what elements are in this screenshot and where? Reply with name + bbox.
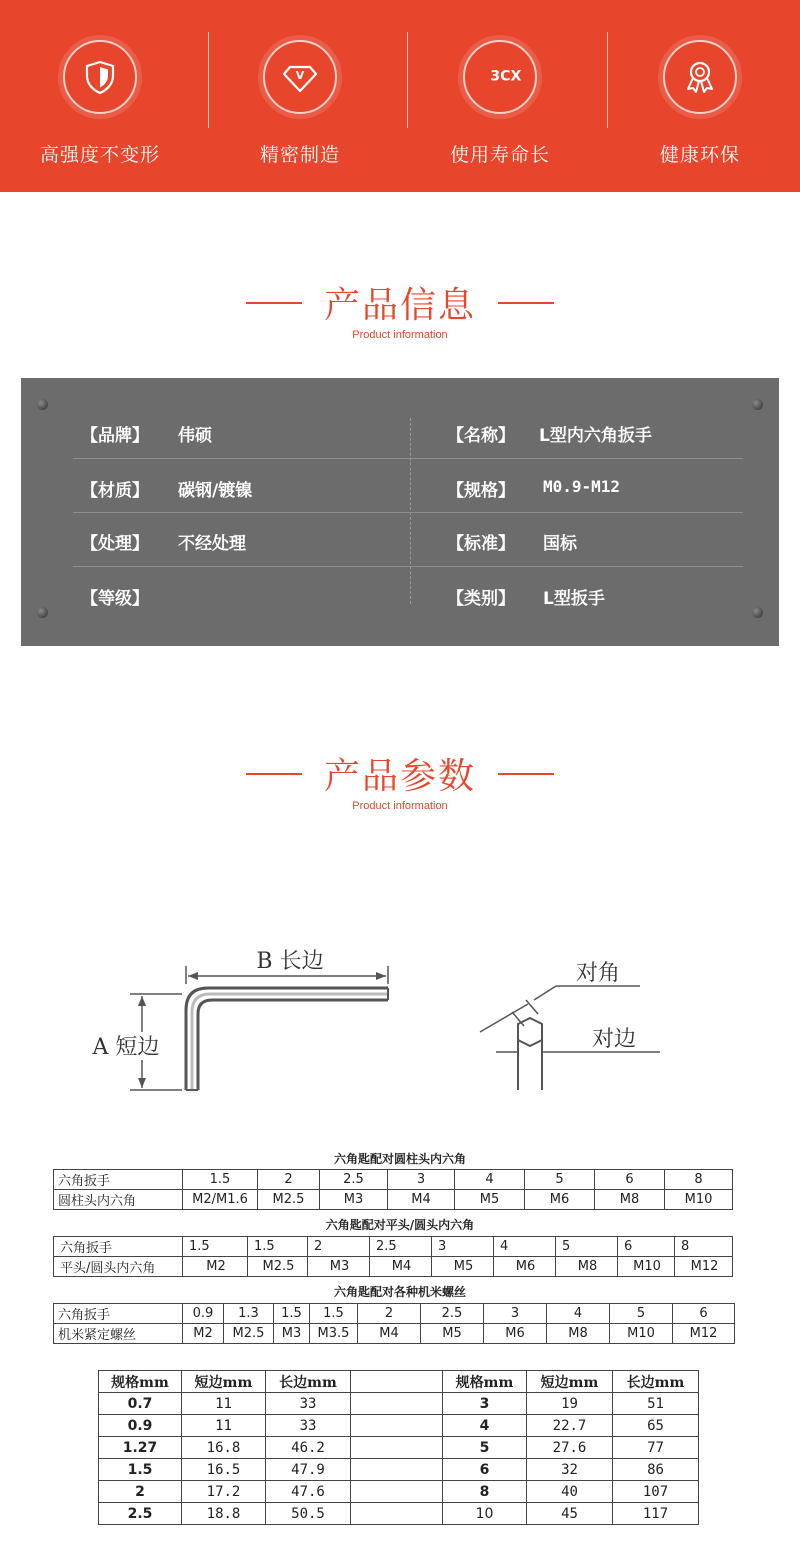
table-cell: M6 <box>494 1257 556 1277</box>
table-cell: 2.5 <box>421 1304 484 1324</box>
compat-table-cylinder <box>53 1169 733 1210</box>
shield-icon <box>63 40 137 114</box>
rivet <box>37 607 48 618</box>
table-cell: 1.5 <box>183 1237 248 1257</box>
short-side-label: A 短边 <box>92 1035 160 1060</box>
table-cell: 1.27 <box>99 1437 182 1459</box>
table-cell: 107 <box>613 1481 699 1503</box>
info-value-spec: M0.9-M12 <box>543 477 621 496</box>
panel-divider <box>410 418 411 604</box>
table-header: 规格mm <box>99 1371 182 1393</box>
diamond-v-icon <box>263 40 337 114</box>
table-cell: 11 <box>182 1393 266 1415</box>
table-cell <box>351 1393 443 1415</box>
table-cell: 5 <box>556 1237 618 1257</box>
table-cell: 8 <box>665 1170 733 1190</box>
table-cell: 6 <box>673 1304 735 1324</box>
info-value-category: L型扳手 <box>543 589 605 609</box>
table-cell: M2 <box>183 1257 248 1277</box>
table-row <box>99 1437 699 1459</box>
table-cell: 18.8 <box>182 1503 266 1525</box>
spec-table <box>98 1370 699 1525</box>
table-cell: 2 <box>308 1237 370 1257</box>
diamond-v-letter: V <box>295 69 305 82</box>
table-cell: M3.5 <box>310 1324 358 1344</box>
compat-table-set-screw <box>53 1303 735 1344</box>
info-value-brand: 伟硕 <box>178 426 212 446</box>
table-cell: 11 <box>182 1415 266 1437</box>
table-cell <box>351 1481 443 1503</box>
info-key-name: 【名称】 <box>447 426 515 446</box>
table-cell: 10 <box>443 1503 527 1525</box>
table-row <box>54 1304 735 1324</box>
section-title: 产品参数 <box>323 756 476 797</box>
table-cell: 40 <box>527 1481 613 1503</box>
table-cell: M5 <box>455 1190 525 1210</box>
feature-strength <box>0 0 200 192</box>
info-key-material: 【材质】 <box>81 481 149 501</box>
table-cell: 2 <box>258 1170 320 1190</box>
table-row <box>99 1415 699 1437</box>
table-cell: 机米紧定螺丝 <box>54 1324 183 1344</box>
table-cell: 8 <box>443 1481 527 1503</box>
table-cell: 4 <box>443 1415 527 1437</box>
table-cell: 45 <box>527 1503 613 1525</box>
table-cell: 16.5 <box>182 1459 266 1481</box>
section-subtitle: Product information <box>352 329 448 341</box>
table-cell: 33 <box>266 1415 351 1437</box>
table-cell: 5 <box>610 1304 673 1324</box>
table-cell: 0.9 <box>183 1304 224 1324</box>
table-cell: M3 <box>308 1257 370 1277</box>
table-cell: 6 <box>618 1237 675 1257</box>
table-cell: M4 <box>370 1257 432 1277</box>
table-cell: 0.7 <box>99 1393 182 1415</box>
long-side-dimension <box>186 948 388 984</box>
info-value-material: 碳钢/镀镍 <box>178 481 253 501</box>
info-key-grade: 【等级】 <box>81 589 149 609</box>
table-caption: 六角匙配对各种机米螺丝 <box>333 1285 466 1299</box>
feature-eco <box>600 0 800 192</box>
table-cell: 77 <box>613 1437 699 1459</box>
table-row <box>99 1393 699 1415</box>
table-cell: 17.2 <box>182 1481 266 1503</box>
table-cell: 117 <box>613 1503 699 1525</box>
table-cell: M12 <box>675 1257 733 1277</box>
table-cell: M3 <box>274 1324 310 1344</box>
table-cell: 4 <box>547 1304 610 1324</box>
table-cell: M10 <box>665 1190 733 1210</box>
table-row <box>54 1257 733 1277</box>
table-row <box>99 1459 699 1481</box>
table-cell: 3 <box>432 1237 494 1257</box>
long-side-label: B 长边 <box>256 949 324 974</box>
table-cell: 3 <box>484 1304 547 1324</box>
table-cell <box>351 1437 443 1459</box>
table-cell: M4 <box>388 1190 455 1210</box>
feature-label: 健康环保 <box>659 144 740 166</box>
rivet <box>752 607 763 618</box>
row-divider <box>73 566 743 567</box>
rivet <box>37 399 48 410</box>
table-cell: M2.5 <box>258 1190 320 1210</box>
feature-banner <box>0 0 800 192</box>
table-cell: 5 <box>443 1437 527 1459</box>
table-cell: 平头/圆头内六角 <box>54 1257 183 1277</box>
info-key-treatment: 【处理】 <box>81 534 149 554</box>
table-cell: 2 <box>99 1481 182 1503</box>
table-cell: 六角扳手 <box>54 1170 183 1190</box>
rivet <box>752 399 763 410</box>
table-cell: 4 <box>455 1170 525 1190</box>
table-cell: 86 <box>613 1459 699 1481</box>
table-header <box>351 1371 443 1393</box>
table-cell: 50.5 <box>266 1503 351 1525</box>
table-cell: M2.5 <box>224 1324 274 1344</box>
info-key-brand: 【品牌】 <box>81 426 149 446</box>
table-cell: 六角扳手 <box>54 1237 183 1257</box>
table-cell: M2 <box>183 1324 224 1344</box>
table-cell: 2.5 <box>370 1237 432 1257</box>
table-cell: 32 <box>527 1459 613 1481</box>
table-cell: 1.5 <box>310 1304 358 1324</box>
table-cell: 5 <box>525 1170 595 1190</box>
table-row <box>99 1481 699 1503</box>
info-value-name: L型内六角扳手 <box>539 426 652 446</box>
table-cell: 1.3 <box>224 1304 274 1324</box>
table-cell: M3 <box>320 1190 388 1210</box>
row-divider <box>73 512 743 513</box>
table-cell: 27.6 <box>527 1437 613 1459</box>
table-cell: 4 <box>494 1237 556 1257</box>
table-cell: 1.5 <box>274 1304 310 1324</box>
table-cell: 六角扳手 <box>54 1304 183 1324</box>
table-cell: 8 <box>675 1237 733 1257</box>
table-cell: M5 <box>432 1257 494 1277</box>
table-cell: M8 <box>595 1190 665 1210</box>
section-heading-params <box>0 748 800 828</box>
table-row <box>54 1237 733 1257</box>
table-cell: 47.6 <box>266 1481 351 1503</box>
table-header: 短边mm <box>182 1371 266 1393</box>
table-cell: 2 <box>358 1304 421 1324</box>
table-cell: 47.9 <box>266 1459 351 1481</box>
section-heading-info <box>0 277 800 357</box>
short-side-dimension <box>88 994 182 1090</box>
table-row <box>54 1324 735 1344</box>
table-cell <box>351 1415 443 1437</box>
table-cell: 33 <box>266 1393 351 1415</box>
feature-label: 使用寿命长 <box>449 144 550 166</box>
heading-rule-right <box>498 773 554 775</box>
diagonal-label: 对角 <box>575 961 621 986</box>
table-row <box>54 1170 733 1190</box>
table-cell: 65 <box>613 1415 699 1437</box>
table-cell: 6 <box>443 1459 527 1481</box>
table-cell <box>351 1503 443 1525</box>
table-cell: 3 <box>388 1170 455 1190</box>
feature-durability <box>400 0 600 192</box>
table-cell: 2.5 <box>320 1170 388 1190</box>
table-cell: 51 <box>613 1393 699 1415</box>
heading-rule-right <box>498 302 554 304</box>
table-cell: 1.5 <box>99 1459 182 1481</box>
table-cell: 22.7 <box>527 1415 613 1437</box>
info-key-standard: 【标准】 <box>447 534 515 554</box>
wrench-dimension-diagram <box>0 900 800 1140</box>
table-cell: 0.9 <box>99 1415 182 1437</box>
table-header: 规格mm <box>443 1371 527 1393</box>
table-row <box>99 1503 699 1525</box>
table-cell: 1.5 <box>248 1237 308 1257</box>
table-cell: M5 <box>421 1324 484 1344</box>
table-cell: M4 <box>358 1324 421 1344</box>
feature-precision <box>200 0 400 192</box>
table-cell: 圆柱头内六角 <box>54 1190 183 1210</box>
award-ribbon-icon <box>663 40 737 114</box>
section-title: 产品信息 <box>323 285 476 326</box>
feature-label: 精密制造 <box>259 144 340 166</box>
table-cell: M6 <box>525 1190 595 1210</box>
row-divider <box>73 458 743 459</box>
table-header-row <box>99 1371 699 1393</box>
3cx-text: 3CX <box>490 68 522 85</box>
table-cell: 16.8 <box>182 1437 266 1459</box>
info-value-treatment: 不经处理 <box>178 534 246 554</box>
3cx-icon <box>463 40 537 114</box>
table-cell: M2/M1.6 <box>183 1190 258 1210</box>
table-header: 长边mm <box>266 1371 351 1393</box>
table-cell: 46.2 <box>266 1437 351 1459</box>
flat-label: 对边 <box>591 1027 637 1052</box>
info-key-spec: 【规格】 <box>447 481 515 501</box>
table-cell: M8 <box>547 1324 610 1344</box>
table-row <box>54 1190 733 1210</box>
section-subtitle: Product information <box>352 800 448 812</box>
l-wrench-drawing <box>186 988 388 1090</box>
table-cell: M6 <box>484 1324 547 1344</box>
table-caption: 六角匙配对圆柱头内六角 <box>333 1152 466 1166</box>
product-info-panel <box>21 378 779 646</box>
info-value-standard: 国标 <box>543 534 577 554</box>
info-key-category: 【类别】 <box>447 589 515 609</box>
table-cell: M10 <box>610 1324 673 1344</box>
table-cell: M12 <box>673 1324 735 1344</box>
table-header: 长边mm <box>613 1371 699 1393</box>
table-header: 短边mm <box>527 1371 613 1393</box>
table-cell: 3 <box>443 1393 527 1415</box>
hex-cross-section <box>480 961 660 1090</box>
compat-table-flat-round <box>53 1236 733 1277</box>
table-cell: M10 <box>618 1257 675 1277</box>
table-cell: 1.5 <box>183 1170 258 1190</box>
feature-label: 高强度不变形 <box>39 144 160 166</box>
table-cell: M8 <box>556 1257 618 1277</box>
table-cell: 19 <box>527 1393 613 1415</box>
table-cell: M2.5 <box>248 1257 308 1277</box>
table-cell <box>351 1459 443 1481</box>
table-cell: 6 <box>595 1170 665 1190</box>
table-cell: 2.5 <box>99 1503 182 1525</box>
table-caption: 六角匙配对平头/圆头内六角 <box>325 1218 475 1232</box>
